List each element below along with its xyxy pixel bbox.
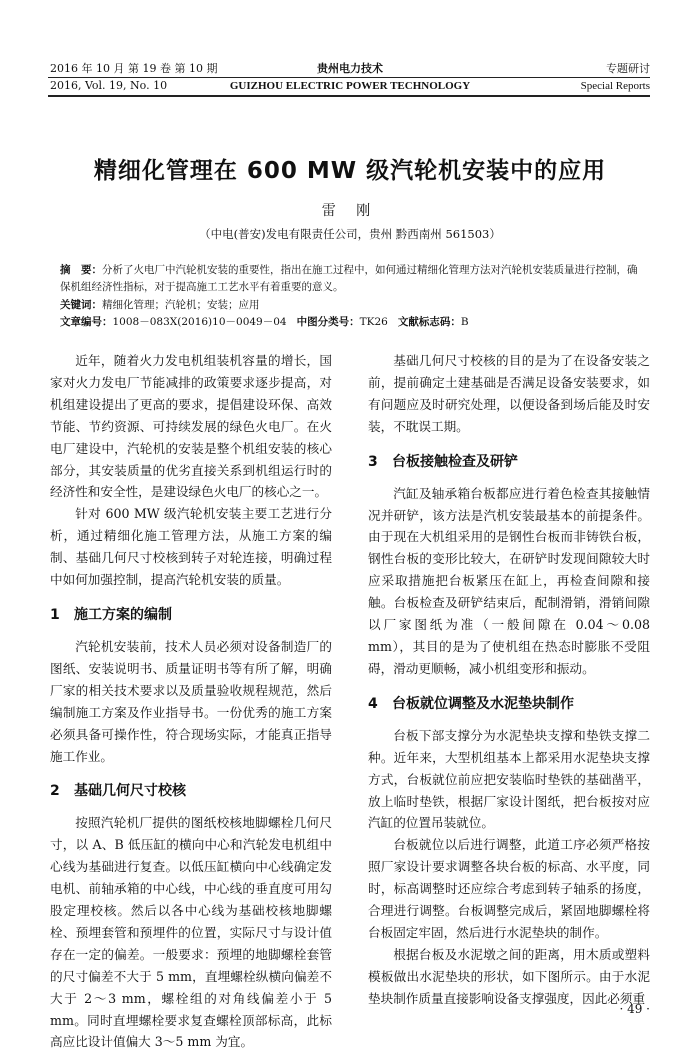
clc-code: TK26 (359, 316, 388, 328)
section-4-paragraph-3: 根据台板及水泥墩之间的距离，用木质或塑料模板做出水泥垫块的形状，如下图所示。由于水泥垫块制作质量直接影响设备支撑强度，因此必须重 (368, 946, 650, 1006)
section-4-title: 台板就位调整及水泥垫块制作 (392, 695, 574, 712)
section-3-number: 3 (368, 453, 378, 470)
left-column (50, 350, 332, 1053)
section-2-paragraph: 按照汽轮机厂提供的图纸校核地脚螺栓几何尺寸，以 A、B 低压缸的横向中心和汽轮发电机组中心线为基础进行复查。以低压缸横向中心线确定发电机、前轴承箱的中心线，中心线的垂直度可用勾股定理校核。然后以各中心线为基础校核地脚螺栓、预埋套管和预埋件的位置，实际尺寸与设计值存在一定的偏差。一般要求：预埋的地脚螺栓套管的尺寸偏差不大于 5 mm，直埋螺栓纵横向偏差不大于 2～3 mm，螺栓组的对角线偏差小于 5 mm。同时直埋螺栓要求复查螺栓顶部标高，此标高应比设计值偏大 3～5 mm 为宜。 (50, 815, 332, 1050)
right-column (368, 350, 650, 1010)
article-no: 1008－083X(2016)10－0049－04 (112, 316, 287, 328)
section-3-heading (368, 452, 650, 472)
section-2-number: 2 (50, 783, 60, 800)
section-1-number: 1 (50, 606, 60, 623)
keywords (60, 297, 640, 314)
section-2-title: 基础几何尺寸校核 (74, 783, 186, 800)
abstract-label: 摘 要： (60, 264, 102, 276)
section-2-heading (50, 781, 332, 801)
journal-name-en: GUIZHOU ELECTRIC POWER TECHNOLOGY (229, 80, 471, 92)
section-1-heading (50, 605, 332, 625)
abstract-text: 分析了火电厂中汽轮机安装的重要性，指出在施工过程中，如何通过精细化管理方法对汽轮机安装质量进行控制，确保机组经济性指标，对于提高施工工艺水平有着重要的意义。 (60, 264, 638, 293)
section-label-en: Special Reports (580, 80, 650, 92)
article-meta (60, 314, 640, 331)
intro-paragraph-2: 针对 600 MW 级汽轮机安装主要工艺进行分析，通过精细化施工管理方法，从施工方案的编制、基础几何尺寸校核到转子对轮连接，明确过程中如何加强控制，提高汽轮机安装的质量。 (50, 506, 332, 588)
journal-issue-cn: 2016 年 10 月 第 19 卷 第 10 期 (50, 62, 218, 75)
doc-code: B (460, 316, 469, 328)
keywords-label: 关键词： (60, 299, 102, 311)
page-number: · 49 · (619, 1002, 650, 1016)
header-rule-thick (48, 95, 650, 97)
paper-title: 精细化管理在 600 MW 级汽轮机安装中的应用 (93, 158, 607, 184)
author: 雷 刚 (321, 203, 379, 219)
doc-code-label: 文献标志码： (397, 316, 461, 328)
intro-paragraph-1: 近年，随着火力发电机组装机容量的增长，国家对火力发电厂节能减排的政策要求逐步提高，对机组建设提出了更高的要求，提倡建设环保、高效节能、节约资源、可持续发展的绿色火电厂。在火电厂建设中，汽轮机的安装是整个机组安装的核心部分，其安装质量的优劣直接关系到机组运行时的经济性和安全性，是建设绿色火电厂的核心之一。 (50, 353, 332, 500)
article-no-label: 文章编号： (60, 316, 113, 328)
journal-issue-en: 2016, Vol. 19, No. 10 (50, 79, 168, 92)
section-4-number: 4 (368, 695, 378, 712)
keywords-text: 精细化管理；汽轮机；安装；应用 (102, 299, 260, 311)
section-3-title: 台板接触检查及研铲 (392, 453, 518, 470)
header-rule-thin (48, 77, 650, 78)
section-label-cn: 专题研讨 (606, 62, 650, 75)
section-4-paragraph-1: 台板下部支撑分为水泥垫块支撑和垫铁支撑二种。近年来，大型机组基本上都采用水泥垫块支撑方式，台板就位前应把安装临时垫铁的基础凿平，放上临时垫铁，根据厂家设计图纸，把台板按对应汽缸的位置吊装就位。 (368, 727, 650, 831)
abstract (60, 262, 640, 296)
affiliation: （中电(普安)发电有限责任公司，贵州 黔西南州 561503） (199, 227, 501, 241)
section-2-paragraph-cont: 基础几何尺寸校核的目的是为了在设备安装之前，提前确定土建基础是否满足设备安装要求，如有问题应及时研究处理，以便设备到场后能及时安装，不耽误工期。 (368, 353, 650, 434)
section-4-heading (368, 694, 650, 714)
journal-name-cn: 贵州电力技术 (317, 62, 383, 75)
section-4-paragraph-2: 台板就位以后进行调整，此道工序必须严格按照厂家设计要求调整各块台板的标高、水平度，同时，标高调整时还应综合考虑到转子轴系的扬度，合理进行调整。台板调整完成后，紧固地脚螺栓将台板固定牢固，然后进行水泥垫块的制作。 (368, 837, 650, 940)
section-1-title: 施工方案的编制 (74, 606, 172, 623)
clc-label: 中图分类号： (296, 316, 360, 328)
section-1-paragraph: 汽轮机安装前，技术人员必须对设备制造厂的图纸、安装说明书、质量证明书等有所了解，明确厂家的相关技术要求以及质量验收规程规范，然后编制施工方案及作业指导书。一份优秀的施工方案必须具备可操作性，符合现场实际，才能真正指导施工作业。 (50, 638, 332, 764)
section-3-paragraph: 汽缸及轴承箱台板都应进行着色检查其接触情况并研铲，该方法是汽机安装最基本的前提条件。由于现在大机组采用的是钢性台板而非铸铁台板，钢性台板的变形比较大，在研铲时发现间隙较大时应采取措施把台板紧压在缸上，再检查间隙和接触。台板检查及研铲结束后，配制滑销，滑销间隙以厂家图纸为准（一般间隙在 0.04～0.08 mm），其目的是为了使机组在热态时膨胀不受阻碍，滑动更顺畅，减小机组变形和振动。 (368, 485, 650, 676)
